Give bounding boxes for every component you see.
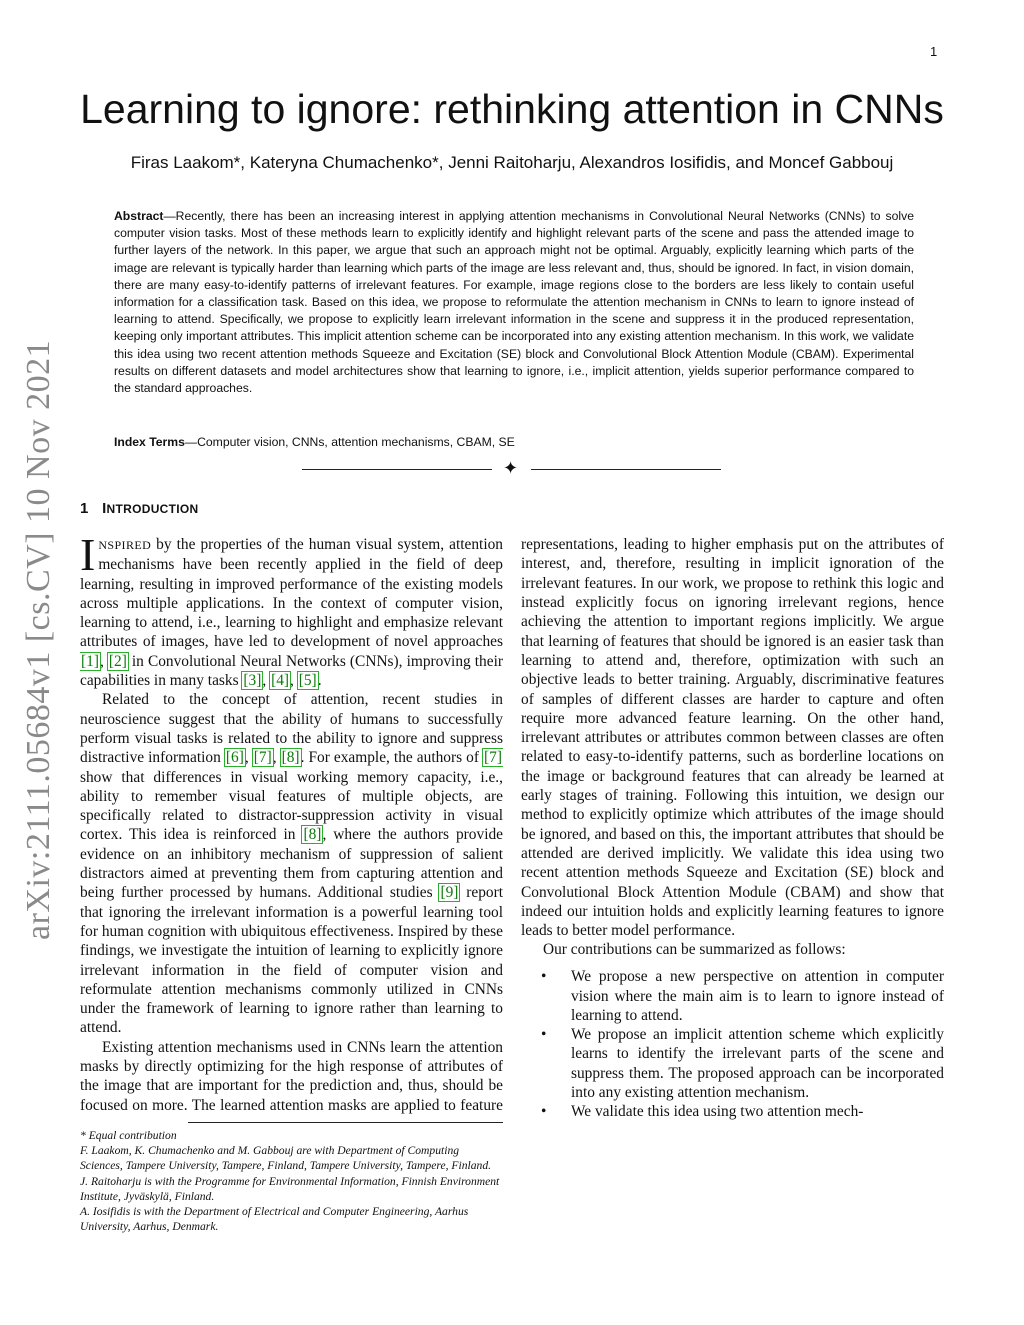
citation-link[interactable]: [5]	[298, 672, 317, 690]
divider-star-icon: ✦	[503, 458, 519, 479]
intro-text: . For example, the authors of	[300, 749, 484, 767]
citation-link[interactable]: [7]	[253, 749, 272, 767]
section-title-rest: NTRODUCTION	[106, 502, 199, 516]
section-title-initial: I	[102, 500, 107, 517]
abstract	[114, 208, 914, 397]
citation-link[interactable]: [1]	[81, 652, 99, 670]
index-terms	[114, 435, 914, 449]
footnotes	[80, 1128, 503, 1234]
list-item: • We validate this idea using two attention mech-	[571, 1102, 944, 1121]
section-number: 1	[80, 500, 89, 517]
intro-paragraph-1: INSPIRED by the properties of the human visual system, attention mechanisms have been recently applied in the field of deep learning, resulting in improved performance of the existing models across multiple applications. In the context of computer vision, learning to attend, i.e., learning to highlight and emphasize relevant attributes of images, have led to development of novel approaches [1], [2] in Convolutional Neural Networks (CNNs), improving their capabilities in many tasks [3], [4], [5].	[80, 535, 503, 690]
intro-text: show that differences in visual working memory capacity, i.e., ability to remember visual features of multiple objects, are specifically related to distractor-suppression activity in visual cortex. This idea is reinforced in	[80, 768, 503, 844]
abstract-label: Abstract	[114, 209, 164, 223]
intro-text: in Convolutional Neural Networks (CNNs), improving their capabilities in many tasks	[80, 652, 503, 690]
arxiv-identifier-stamp[interactable]: arXiv:2111.05684v1 [cs.CV] 10 Nov 2021	[20, 339, 57, 940]
intro-text: , where the authors provide evidence on an inhibitory mechanism of suppression of salient distractors aimed at preventing them from capturing attention and being further processed by humans. Additional studies	[80, 826, 503, 902]
section-heading-introduction	[80, 500, 199, 517]
citation-link[interactable]: [8]	[303, 826, 322, 844]
citation-link[interactable]: [9]	[440, 884, 459, 902]
intro-text: Related to the concept of attention, recent studies in neuroscience suggest that the ability of humans to successfully perform visual tasks is related to the ability to ignore and suppress distractive information	[80, 691, 503, 767]
page-number: 1	[930, 44, 938, 59]
citation-link[interactable]: [4]	[271, 672, 290, 690]
footnote-affiliation-3: A. Iosifidis is with the Department of Electrical and Computer Engineering, Aarhus University, Aarhus, Denmark.	[80, 1205, 469, 1234]
index-terms-text: —Computer vision, CNNs, attention mechanisms, CBAM, SE	[184, 435, 515, 449]
intro-paragraph-3-start: Existing attention mechanisms used in CNNs learn the attention masks by directly optimizing for the high response of attributes of the image that are important for the prediction and, thus, should be focused on more. The learned attention masks are applied to feature	[80, 1038, 503, 1114]
divider-rule-left	[302, 469, 492, 470]
footnote-affiliation-1: F. Laakom, K. Chumachenko and M. Gabbouj are with Department of Computing Sciences, Tampere University, Tampere, Finland, Tampere University, Tampere, Finland.	[80, 1144, 492, 1173]
left-column	[80, 535, 503, 1115]
list-item: • We propose an implicit attention scheme which explicitly learns to identify the irrelevant parts of the scene and suppress them. The proposed approach can be incorporated into any existing attention mechanism.	[571, 1025, 944, 1102]
author-list: Firas Laakom*, Kateryna Chumachenko*, Jenni Raitoharju, Alexandros Iosifidis, and Moncef Gabbouj	[130, 153, 894, 172]
paper-title: Learning to ignore: rethinking attention in CNNs	[80, 86, 944, 132]
intro-paragraph-4: Our contributions can be summarized as follows:	[543, 941, 846, 958]
footnote-equal-contribution: * Equal contribution	[80, 1129, 177, 1142]
citation-link[interactable]: [3]	[243, 672, 262, 690]
intro-paragraph-2: Related to the concept of attention, recent studies in neuroscience suggest that the ability of humans to successfully perform visual tasks is related to the ability to ignore and suppress distractive information [6], [7], [8]. For example, the authors of [7] show that differences in visual working memory capacity, i.e., ability to remember visual features of multiple objects, are specifically related to distractor-suppression activity in visual cortex. This idea is reinforced in [8], where the authors provide evidence on an inhibitory mechanism of suppression of salient distractors aimed at preventing them from capturing attention and being further processed by humans. Additional studies [9] report that ignoring the irrelevant information is a powerful learning tool for human cognition with ubiquitous effectiveness. Inspired by these findings, we investigate the intuition of learning to explicitly ignore irrelevant information in the field of computer vision and reformulate attention mechanisms commonly utilized in CNNs under the framework of learning to ignore rather than learning to attend.	[80, 691, 503, 1037]
drop-cap: I	[80, 535, 96, 580]
divider-rule-right	[531, 469, 721, 470]
footnote-affiliation-2: J. Raitoharju is with the Programme for Environmental Information, Finnish Environment Institute, Jyväskylä, Finland.	[80, 1174, 500, 1203]
citation-link[interactable]: [2]	[108, 652, 127, 670]
citation-link[interactable]: [8]	[281, 749, 300, 767]
contributions-list	[521, 967, 944, 1121]
index-terms-label: Index Terms	[114, 435, 185, 449]
list-item: • We propose a new perspective on attention in computer vision where the main aim is to learn to ignore instead of learning to attend.	[571, 967, 944, 1025]
intro-smallcaps: NSPIRED	[98, 538, 152, 552]
citation-link[interactable]: [7]	[484, 749, 502, 767]
intro-text: by the properties of the human visual system, attention mechanisms have been recently applied in the field of deep learning, resulting in improved performance of the existing models across multiple applications. In the context of computer vision, learning to attend, i.e., learning to highlight and emphasize relevant attributes of images, have led to development of novel approaches	[80, 536, 503, 651]
intro-paragraph-3-continued	[521, 535, 944, 940]
footnote-rule	[188, 1122, 503, 1123]
citation-link[interactable]: [6]	[225, 749, 244, 767]
intro-text: report that ignoring the irrelevant information is a powerful learning tool for human cognition with ubiquitous effectiveness. Inspired by these findings, we investigate the intuition of learning to explicitly ignore irrelevant information in the field of computer vision and reformulate attention mechanisms commonly utilized in CNNs under the framework of learning to ignore rather than learning to attend.	[80, 884, 503, 1037]
intro-paragraph-3-tail: representations, leading to higher emphasis put on the attributes of interest, and, therefore, resulting in implicit ignoration of the irrelevant features. In our work, we propose to rethink this logic and instead explicitly focus on ignoring irrelevant regions, hence achieving the attention to important regions implicitly. We argue that learning of features that should be ignored is an easier task than learning to attend and, therefore, optimization with such an objective leads to better training. Arguably, discriminative features of samples of different classes are harder to capture and often require more advanced feature learning. On the other hand, irrelevant attributes or attributes common between classes are often related to easy-to-identify patterns, such as borderline locations on the image or background features that can already be learned at early stages of training. Following this intuition, we design our method to explicitly optimize which attributes of the image should be ignored, and based on this, the important attributes that should be attended are derived implicitly. We validate this idea using two recent attention methods Squeeze and Excitation (SE) block and Convolutional Block Attention Module (CBAM) and show that indeed our intuition holds and explicitly learning features to ignore leads to better model performance.	[521, 536, 944, 940]
right-column	[521, 535, 944, 1122]
abstract-text: —Recently, there has been an increasing interest in applying attention mechanisms in Convolutional Neural Networks (CNNs) to solve computer vision tasks. Most of these methods learn to explicitly identify and highlight relevant parts of the scene and pass the attended image to further layers of the network. In this paper, we argue that such an approach might not be optimal. Arguably, explicitly learning which parts of the image are relevant is typically harder than learning which parts of the image are less relevant and, thus, should be ignored. In fact, in vision domain, there are many easy-to-identify patterns of irrelevant features. For example, image regions close to the borders are less likely to contain useful information for a classification task. Based on this idea, we propose to reformulate the attention mechanism in CNNs to learn to ignore instead of learning to attend. Specifically, we propose to explicitly learn irrelevant information in the scene and suppress it in the produced representation, keeping only important attributes. This implicit attention scheme can be incorporated into any existing attention mechanism. In this work, we validate this idea using two recent attention methods Squeeze and Excitation (SE) block and Convolutional Block Attention Module (CBAM). Experimental results on different datasets and model architectures show that learning to ignore, i.e., implicit attention, yields superior performance compared to the standard approaches.	[114, 209, 914, 396]
